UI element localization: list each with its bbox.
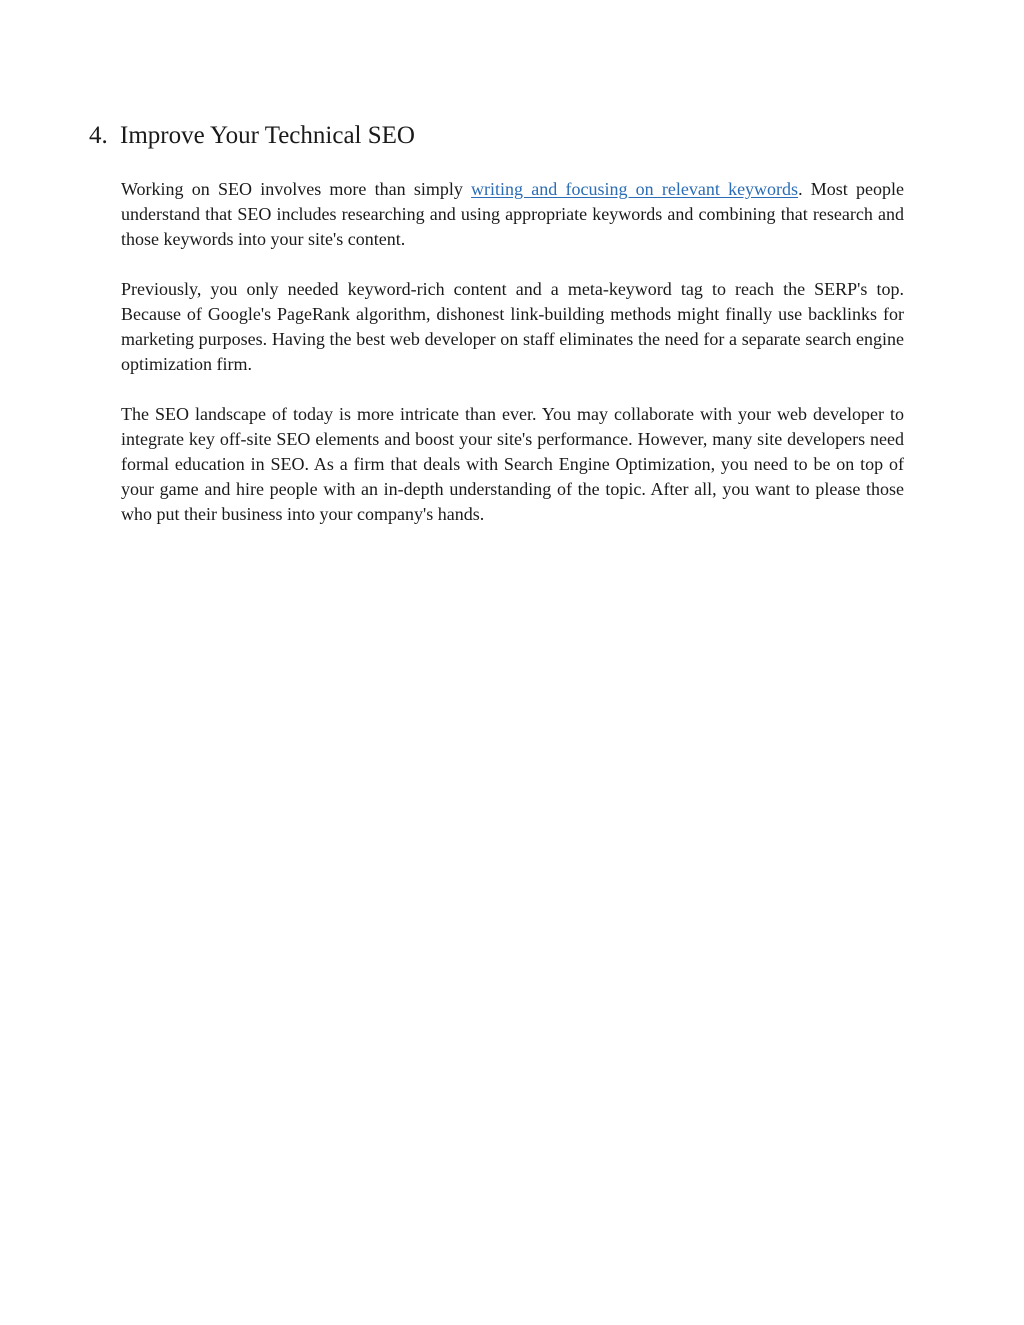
- paragraph-intro-tail: . Most people understand that SEO includes researching and using appropriate keywords and combining that research and those keywords into your site's content.: [121, 179, 904, 249]
- paragraph-landscape: The SEO landscape of today is more intricate than ever. You may collaborate with your web developer to integrate key off-site SEO elements and boost your site's performance. However, many site developers need formal education in SEO. As a firm that deals with Search Engine Optimization, you need to be on top of your game and hire people with an in-depth understanding of the topic. After all, you want to please those who put their business into your company's hands.: [121, 404, 904, 524]
- keywords-link[interactable]: writing and focusing on relevant keywords: [471, 179, 799, 199]
- paragraph-intro: [121, 177, 904, 252]
- section-heading: [89, 119, 415, 153]
- paragraph-history: Previously, you only needed keyword-rich content and a meta-keyword tag to reach the SERP's top. Because of Google's PageRank algorithm, dishonest link-building methods might finally use backlinks for marketing purposes. Having the best web developer on staff eliminates the need for a separate search engine optimization firm.: [121, 279, 904, 374]
- paragraph-intro-lead: Working on SEO involves more than simply: [121, 179, 472, 199]
- section-number: 4.: [89, 122, 108, 149]
- section-title: Improve Your Technical SEO: [120, 122, 415, 149]
- section-body: [121, 177, 904, 552]
